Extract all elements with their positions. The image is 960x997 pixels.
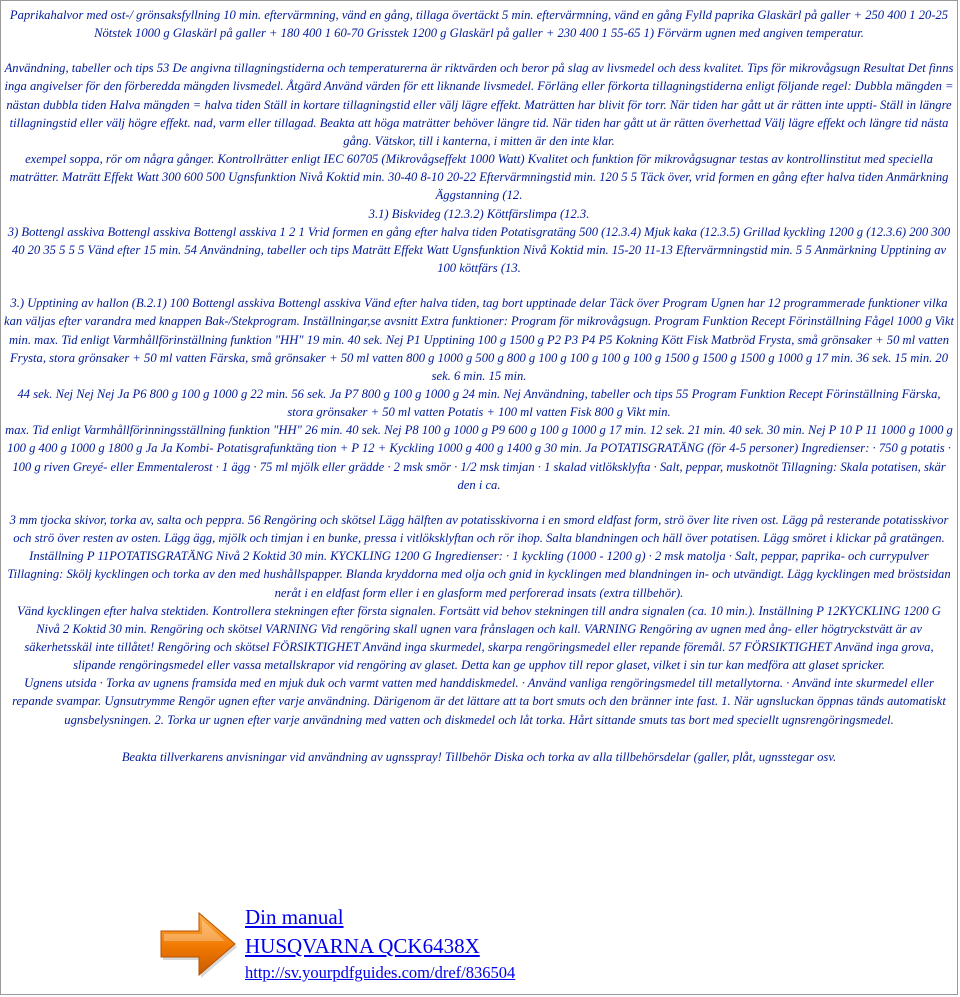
paragraph-9: 3 mm tjocka skivor, torka av, salta och peppra. 56 Rengöring och skötsel Lägg hälften av potatisskivorna i en smord eldfast form, strö över lite riven ost. Lägg på resterande potatisskivor och strö över resten av osten. Lägg ägg, mjölk och timjan i en bunke, pressa i vitlökskly​ftan och rör ihop. Salta blandningen och häll över potatisen. Lägg smöret i klickar på gratängen. Inställning P 11POTATISGRATÄNG Nivå 2 Koktid 30 min. KYCKLING 1200 G Ingredienser: · 1 kyckling (1000 - 1200 g) · 2 msk matolja · Salt, peppar, paprika- och currypulver Tillagning: Skölj kycklingen och torka av den med hushållspapper. Blanda kryddorna med olja och gnid in kycklingen med blandningen in- och utvändigt. Lägg kycklingen med bröstsidan neråt i en eldfast form eller i en glasform med perforerad insats (extra tillbehör). — [7, 512, 951, 600]
paragraph-11: Ugnens utsida · Torka av ugnens framsida med en mjuk duk och varmt vatten med handdiskmedel. · Använd vanliga rengöringsmedel till metallytorna. · Använd inte skurmedel eller repande svampar. Ugnsutrymme Rengör ugnen efter varje användning. Därigenom är det lättare att ta bort smuts och den bränner inte fast. 1. När ugnsluckan öppnas tänds automatiskt ugnsbelysningen. 2. Torka ur ugnen efter varje användning med vatten och diskmedel och låt torka. Hårt sittande smuts tas bort med speciellt ugnsrengöringsmedel. — [12, 676, 946, 727]
paragraph-12: Beakta tillverkarens anvisningar vid användning av ugnsspray! Tillbehör Diska och torka av alla tillbehörsdelar (galler, plåt, ugnsstegar osv. — [121, 749, 837, 764]
document-text — [4, 6, 954, 766]
paragraph-5: 3) Bottengl asskiva Bottengl asskiva Bottengl asskiva 1 2 1 Vrid formen en gång efter halva tiden Potatisgratäng 500 (12.3.4) Mjuk kaka (12.3.5) Grillad kyckling 1200 g (12.3.6) 200 300 40 20 35 5 5 5 Vänd efter 15 min. 54 Användning, tabeller och tips Maträtt Effekt Watt Ugnsfunktion Nivå Koktid min. 15-20 11-13 Eftervärmningstid min. 5 5 Anmärkning Upptining av 100 köttfärs (13. — [7, 224, 951, 276]
paragraph-10: Vänd kycklingen efter halva stektiden. Kontrollera stekningen efter första signalen. Fortsätt vid behov stekningen till andra signalen (ca. 10 min.). Inställning P 12KYCKLING 1200 G Nivå 2 Koktid 30 min. Rengöring och skötsel VARNING Vid rengöring skall ugnen vara frånslagen och kall. VARNING Rengöring av ugnen med ång- eller högtryckstvätt är av säkerhetsskäl inte tillåtet! Rengöring och skötsel FÖRSIKTIGHET Använd inga skurmedel, skarpa rengöringsmedel eller repande föremål. 57 FÖRSIKTIGHET Använd inga grova, slipande rengöringsmedel eller vassa metallskrapor vid rengöring av glaset. Detta kan ge upphov till repor glaset, vilket i sin tur kan medföra att glaset spricker. — [17, 603, 941, 673]
paragraph-2: Användning, tabeller och tips 53 De angivna tillagningstiderna och temperaturerna är riktvärden och beror på slag av livsmedel och dess kvalitet. Tips för mikrovågsugn Resultat Det finns inga angivelser för den förberedda mängden livsmedel. Åtgärd Använd värden för ett liknande livsmedel. Förläng eller förkorta tillagningstiderna enligt följande regel: Dubbla mängden = nästan dubbla tiden Halva mängden = halva tiden Ställ in kortare tillagningstid eller välj lägre effekt. Maträtten har blivit för torr. När tiden har gått ut är rätten inte uppti- Ställ in längre tillagningstid eller välj högre effekt. nad, varm eller tillagad. Beakta att höga maträtter behöver längre tid. När tiden har gått ut är rätten överhettad Välj lägre effekt och längre tid nästa gång. Vätskor, till i kanterna, i mitten är den inte klar. — [4, 61, 954, 148]
paragraph-8: max. Tid enligt Varmhållförinningsställning funktion "HH" 26 min. 40 sek. Nej P8 100 g 1000 g P9 600 g 100 g 1000 g 17 min. 12 sek. 21 min. 40 sek. 30 min. Nej P 10 P 11 1000 g 1000 g 100 g 400 g 1000 g 1800 g Ja Ja Kombi- Potatisgrafunktäng tion + P 12 + Kyckling 1000 g 400 g 1400 g 30 min. Ja POTATISGRATÄNG (för 4-5 personer) Ingredienser: · 750 g potatis · 100 g riven Greyé- eller Emmentalerost · 1 ägg · 75 ml mjölk eller grädde · 2 msk smör · 1/2 msk timjan · 1 skalad vitlöksklyfta · Salt, peppar, muskotnöt Tillagning: Skala potatisen, skär den i ca. — [5, 423, 953, 492]
paragraph-4: 3.1) Biskvideg (12.3.2) Köttfärslimpa (12.3. — [368, 206, 590, 221]
paragraph-7: 44 sek. Nej Nej Nej Ja P6 800 g 100 g 1000 g 22 min. 56 sek. Ja P7 800 g 100 g 1000 g 24 min. Nej Användning, tabeller och tips 55 Program Funktion Recept Förinställning Färska, stora grönsaker + 50 ml vatten Potatis + 100 ml vatten Fisk 800 g Vikt min. — [17, 386, 941, 420]
manual-link-footer — [159, 903, 659, 993]
paragraph-1: Paprikahalvor med ost-/ grönsaksfyllning 10 min. eftervärmning, vänd en gång, tillaga övertäckt 5 min. eftervärmning, vänd en gång Fylld paprika Glaskärl på galler + 250 400 1 20-25 Nötstek 1000 g Glaskärl på galler + 180 400 1 60-70 Grisstek 1200 g Glaskärl på galler + 230 400 1 55-65 1) Förvärm ugnen med angiven temperatur. — [9, 8, 949, 41]
model-link[interactable]: HUSQVARNA QCK6438X — [245, 934, 480, 958]
manual-link[interactable]: Din manual — [245, 905, 344, 929]
arrow-right-icon — [159, 905, 237, 983]
paragraph-6: 3.) Upptining av hallon (B.2.1) 100 Bottengl asskiva Bottengl asskiva Vänd efter halva tiden, tag bort upptinade delar Täck över Program Ugnen har 12 programmerade funktioner vilka kan väljas efter varandra med knappen Bak-/Stekprogram. Inställningar,se avsnitt Extra funktioner: Program för mikrovågsugn. Program Funktion Recept Förinställning Fågel 1000 g Vikt min. max. Tid enligt Varmhållförinställning funktion "HH" 19 min. 40 sek. Nej P1 Upptining 100 g 1500 g P2 P3 P4 P5 Kokning Kött Fisk Matbröd Frysta, små grönsaker + 50 ml vatten Frysta, stora grönsaker + 50 ml vatten Färska, små grönsaker + 50 ml vatten 800 g 1000 g 500 g 800 g 100 g 100 g 100 g 100 g 1500 g 1500 g 1500 g 1000 g 17 min. 36 sek. 15 min. 20 sek. 6 min. 15 min. — [4, 296, 954, 383]
url-link[interactable]: http://sv.yourpdfguides.com/dref/836504 — [245, 963, 516, 982]
paragraph-3: exempel soppa, rör om några gånger. Kontrollrätter enligt IEC 60705 (Mikrovågseffekt 1000 Watt) Kvalitet och funktion för mikrovågsugnar testas av kontrollinstitut med speciella maträtter. Maträtt Effekt Watt 300 600 500 Ugnsfunktion Nivå Koktid min. 30-40 8-10 20-22 Eftervärmningstid min. 120 5 5 Täck över, vrid formen en gång efter halva tiden Anmärkning Äggstanning (12. — [9, 152, 949, 203]
